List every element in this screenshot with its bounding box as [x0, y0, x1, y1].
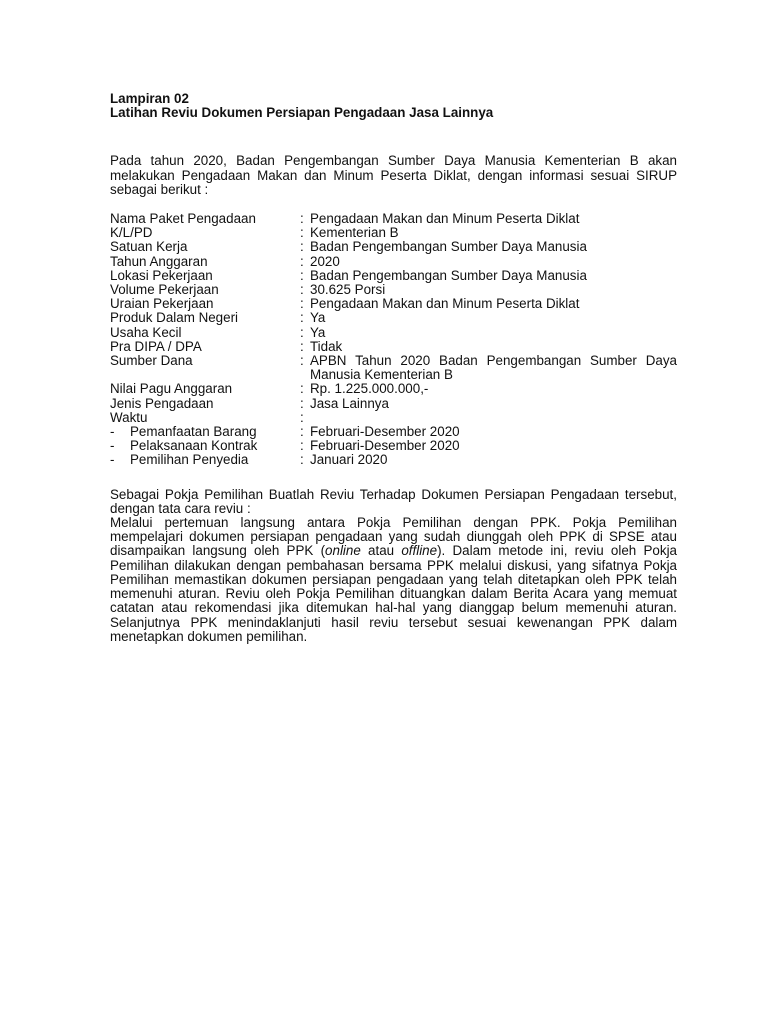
field-colon: : [300, 211, 304, 227]
waktu-value: Februari-Desember 2020 [310, 424, 460, 440]
instruction-paragraph: Sebagai Pokja Pemilihan Buatlah Reviu Terhadap Dokumen Persiapan Pengadaan tersebut, dengan tata cara reviu : [110, 486, 677, 516]
field-colon: : [300, 452, 304, 468]
field-row [110, 326, 677, 340]
field-colon: : [300, 424, 304, 440]
field-row [110, 411, 677, 425]
field-value: Ya [310, 324, 326, 340]
review-instructions [110, 488, 677, 644]
field-label: Waktu [110, 409, 148, 425]
field-row [110, 354, 677, 382]
field-colon: : [300, 324, 304, 340]
field-value: 2020 [310, 253, 340, 269]
document-page [110, 92, 677, 644]
field-label: Lokasi Pekerjaan [110, 267, 213, 283]
waktu-label: Pemilihan Penyedia [130, 452, 249, 468]
field-colon: : [300, 239, 304, 255]
field-colon: : [300, 338, 304, 354]
field-row [110, 269, 677, 283]
field-colon: : [300, 282, 304, 298]
field-label: Nilai Pagu Anggaran [110, 381, 233, 397]
method-paragraph: Melalui pertemuan langsung antara Pokja Pemilihan dengan PPK. Pokja Pemilihan mempelajari dokumen persiapan pengadaan yang sudah diunggah oleh PPK di SPSE atau disampaikan langsung oleh PPK (online atau offline). Dalam metode ini, reviu oleh Pokja Pemilihan dilakukan dengan pembahasan bersama PPK melalui diskusi, yang sifatnya Pokja Pemilihan memastikan dokumen persiapan pengadaan yang telah ditetapkan oleh PPK telah memenuhi aturan. Reviu oleh Pokja Pemilihan dituangkan dalam Berita Acara yang memuat catatan atau rekomendasi jika ditemukan hal-hal yang dianggap belum memenuhi aturan. Selanjutnya PPK menindaklanjuti hasil reviu tersebut sesuai kewenangan PPK dalam menetapkan dokumen pemilihan. [110, 515, 677, 644]
field-label: Satuan Kerja [110, 239, 188, 255]
field-label: Pra DIPA / DPA [110, 338, 202, 354]
field-colon: : [300, 296, 304, 312]
field-value: Badan Pengembangan Sumber Daya Manusia [310, 267, 587, 283]
field-label: Produk Dalam Negeri [110, 310, 239, 326]
field-row [110, 212, 677, 226]
waktu-value: Februari-Desember 2020 [310, 438, 460, 454]
document-title: Latihan Reviu Dokumen Persiapan Pengadaan Jasa Lainnya [110, 105, 494, 121]
field-value: APBN Tahun 2020 Badan Pengembangan Sumber Daya Manusia Kementerian B [310, 353, 677, 383]
field-value: Jasa Lainnya [310, 395, 389, 411]
field-row [110, 240, 677, 254]
waktu-item [110, 453, 677, 467]
field-label: Sumber Dana [110, 353, 193, 369]
field-value: Pengadaan Makan dan Minum Peserta Diklat [310, 296, 580, 312]
waktu-value: Januari 2020 [310, 452, 388, 468]
field-row [110, 255, 677, 269]
field-colon: : [300, 253, 304, 269]
list-dash: - [110, 452, 115, 468]
field-colon: : [300, 353, 304, 369]
field-value: Pengadaan Makan dan Minum Peserta Diklat [310, 211, 580, 227]
field-row [110, 226, 677, 240]
field-colon: : [300, 409, 304, 425]
waktu-item [110, 425, 677, 439]
field-label: Tahun Anggaran [110, 253, 208, 269]
field-colon: : [300, 310, 304, 326]
field-row [110, 340, 677, 354]
field-label: K/L/PD [110, 225, 153, 241]
field-row [110, 283, 677, 297]
package-info-list [110, 212, 677, 468]
field-colon: : [300, 381, 304, 397]
field-row [110, 397, 677, 411]
field-label: Usaha Kecil [110, 324, 182, 340]
intro-paragraph: Pada tahun 2020, Badan Pengembangan Sumber Daya Manusia Kementerian B akan melakukan Pengadaan Makan dan Minum Peserta Diklat, dengan informasi sesuai SIRUP sebagai berikut : [110, 153, 677, 197]
field-value: 30.625 Porsi [310, 282, 386, 298]
field-label: Volume Pekerjaan [110, 282, 219, 298]
field-label: Jenis Pengadaan [110, 395, 214, 411]
field-value: Rp. 1.225.000.000,- [310, 381, 429, 397]
waktu-item [110, 439, 677, 453]
field-row [110, 311, 677, 325]
list-dash: - [110, 438, 115, 454]
field-label: Nama Paket Pengadaan [110, 211, 256, 227]
field-value: Tidak [310, 338, 343, 354]
field-value: Badan Pengembangan Sumber Daya Manusia [310, 239, 587, 255]
field-colon: : [300, 267, 304, 283]
field-value: Kementerian B [310, 225, 399, 241]
list-dash: - [110, 424, 115, 440]
field-colon: : [300, 438, 304, 454]
attachment-title: Lampiran 02 [110, 91, 189, 106]
field-colon: : [300, 225, 304, 241]
field-label: Uraian Pekerjaan [110, 296, 214, 312]
field-value: Ya [310, 310, 326, 326]
field-row [110, 297, 677, 311]
field-colon: : [300, 395, 304, 411]
waktu-label: Pelaksanaan Kontrak [130, 438, 258, 454]
waktu-label: Pemanfaatan Barang [130, 424, 257, 440]
field-row [110, 382, 677, 396]
